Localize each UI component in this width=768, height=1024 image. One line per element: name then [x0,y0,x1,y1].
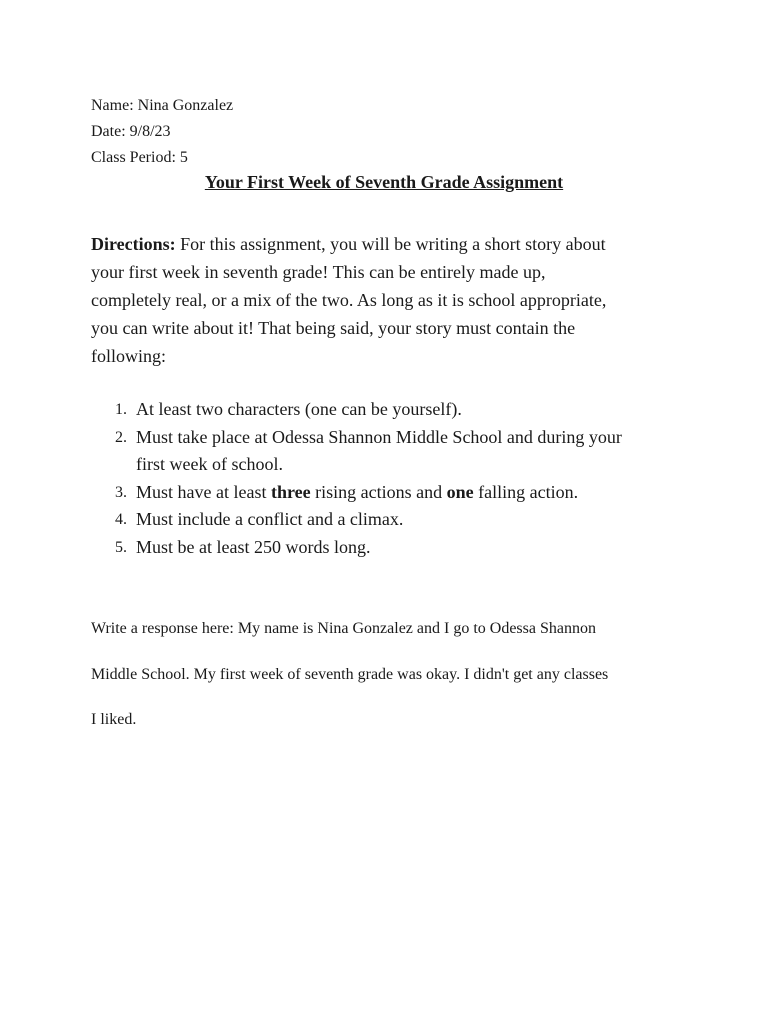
requirement-item [91,479,691,507]
requirement-number: 3. [115,483,127,501]
response-line: I liked. [91,711,137,728]
requirement-item [91,506,691,534]
requirement-item [91,534,691,562]
assignment-date: Date: 9/8/23 [91,123,171,140]
requirement-text: Must take place at Odessa Shannon Middle School and during your [136,426,622,447]
class-period: Class Period: 5 [91,149,188,166]
directions-text: For this assignment, you will be writing a short story about [175,234,606,254]
student-info [91,93,233,171]
requirement-text: first week of school. [136,454,283,474]
requirement-number: 2. [115,428,127,446]
directions-line: completely real, or a mix of the two. As long as it is school appropriate, [91,290,607,310]
requirement-text: Must include a conflict and a climax. [136,509,404,529]
requirement-number: 5. [115,538,127,556]
directions-line: following: [91,346,166,366]
requirement-item [91,396,691,424]
directions-line: you can write about it! That being said, your story must contain the [91,318,576,338]
response-line: Write a response here: My name is Nina Gonzalez and I go to Odessa Shannon [91,620,596,637]
directions-line [91,230,671,258]
response-line: Middle School. My first week of seventh grade was okay. I didn't get any classes [91,665,609,683]
student-name: Name: Nina Gonzalez [91,97,234,114]
requirement-number: 1. [115,401,127,418]
requirement-text: Must have at least [136,481,271,502]
requirement-text: Must be at least 250 words long. [136,536,371,557]
requirement-number: 4. [115,511,127,528]
requirement-emphasis: one [446,481,474,502]
directions-line: your first week in seventh grade! This can be entirely made up, [91,262,546,282]
requirement-emphasis: three [270,481,311,502]
assignment-title: Your First Week of Seventh Grade Assignment [204,172,564,192]
requirement-text: At least two characters (one can be yourself). [136,399,462,419]
requirement-text: falling action. [473,481,579,502]
requirement-item [91,424,691,452]
requirement-item-continued [91,451,691,479]
student-response [91,606,711,743]
directions-label: Directions: [91,234,176,254]
requirement-text: rising actions and [310,481,447,502]
requirements-list [91,396,691,561]
directions-paragraph [91,230,671,370]
